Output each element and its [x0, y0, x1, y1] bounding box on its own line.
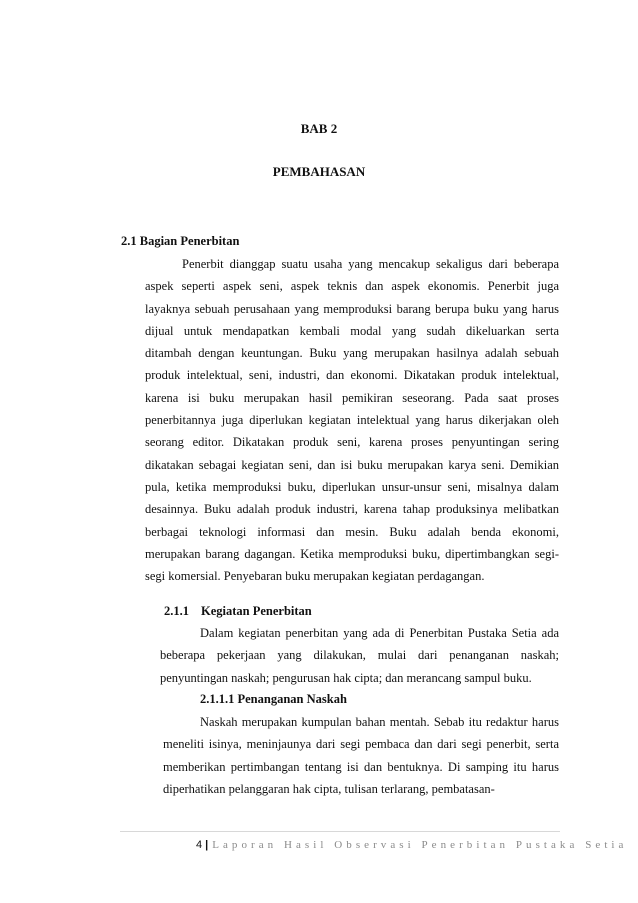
paragraph-line: memberikan pertimbangan tentang isi dan bentuknya. Di samping itu harus: [163, 759, 559, 774]
paragraph-line: aspek seperti aspek seni, aspek teknis dan aspek ekonomis. Penerbit juga: [145, 279, 559, 294]
paragraph-line: pula, ketika memproduksi buku, diperlukan unsur-unsur seni, misalnya dalam: [145, 479, 559, 494]
subsubsection-heading: 2.1.1.1 Penanganan Naskah: [200, 692, 347, 706]
paragraph-line: berbagai teknologi informasi dan mesin. Buku adalah benda ekonomi,: [145, 524, 559, 539]
paragraph-line: seorang editor. Dikatakan produk seni, karena proses penyuntingan sering: [145, 435, 559, 450]
paragraph-line: ditambah dengan keuntungan. Buku yang merupakan hasilnya adalah sebuah: [145, 346, 559, 361]
paragraph-line: Penerbit dianggap suatu usaha yang mencakup sekaligus dari beberapa: [182, 257, 559, 271]
paragraph-line: segi komersial. Penyebaran buku merupakan kegiatan perdagangan.: [145, 569, 485, 584]
paragraph-line: dikatakan sebagai kegiatan seni, dan isi buku merupakan karya seni. Demikian: [145, 457, 559, 472]
footer-rule: [120, 831, 560, 832]
chapter-title: PEMBAHASAN: [272, 164, 366, 179]
section-heading: 2.1 Bagian Penerbitan: [121, 234, 240, 248]
paragraph-line: karena isi buku merupakan hasil pemikiran seseorang. Pada saat proses: [145, 390, 559, 405]
subsection-paragraph: [160, 622, 559, 689]
paragraph-line: dijual untuk mendapatkan kembali modal yang sudah dikeluarkan serta: [145, 323, 559, 338]
subsection-title: Kegiatan Penerbitan: [201, 604, 312, 618]
paragraph-line: produk intelektual, seni, industri, dan ekonomi. Dikatakan produk intelektual,: [145, 368, 559, 383]
section-paragraph: [145, 253, 559, 587]
subsection-number: 2.1.1: [164, 604, 189, 618]
paragraph-line: layaknya sebuah perusahaan yang memproduksi barang berupa buku yang harus: [145, 301, 559, 316]
chapter-number: BAB 2: [300, 121, 338, 136]
paragraph-line: desainnya. Buku adalah produk industri, karena tahap produksinya melibatkan: [145, 502, 559, 517]
paragraph-line: merupakan barang dagangan. Ketika memproduksi buku, dipertimbangkan segi-: [145, 546, 559, 561]
paragraph-line: meneliti isinya, meninjaunya dari segi pembaca dan dari segi penerbit, serta: [163, 737, 559, 752]
paragraph-line: penerbitannya juga diperlukan kegiatan intelektual yang harus dikerjakan oleh: [145, 413, 559, 428]
paragraph-line: diperhatikan pelanggaran hak cipta, tulisan terlarang, pembatasan-: [163, 781, 495, 796]
paragraph-line: Naskah merupakan kumpulan bahan mentah. Sebab itu redaktur harus: [200, 715, 559, 729]
subsection-heading: [164, 604, 312, 619]
footer-separator: |: [205, 839, 209, 851]
paragraph-line: beberapa pekerjaan yang dilakukan, mulai dari penanganan naskah;: [160, 648, 559, 663]
page-number: 4: [196, 839, 203, 851]
page-footer: [196, 839, 627, 851]
footer-title: Laporan Hasil Observasi Penerbitan Pustaka Setia: [212, 839, 628, 851]
subsubsection-paragraph: [163, 711, 559, 800]
paragraph-line: penyuntingan naskah; pengurusan hak cipta; dan merancang sampul buku.: [160, 670, 532, 685]
paragraph-line: Dalam kegiatan penerbitan yang ada di Penerbitan Pustaka Setia ada: [200, 626, 559, 640]
